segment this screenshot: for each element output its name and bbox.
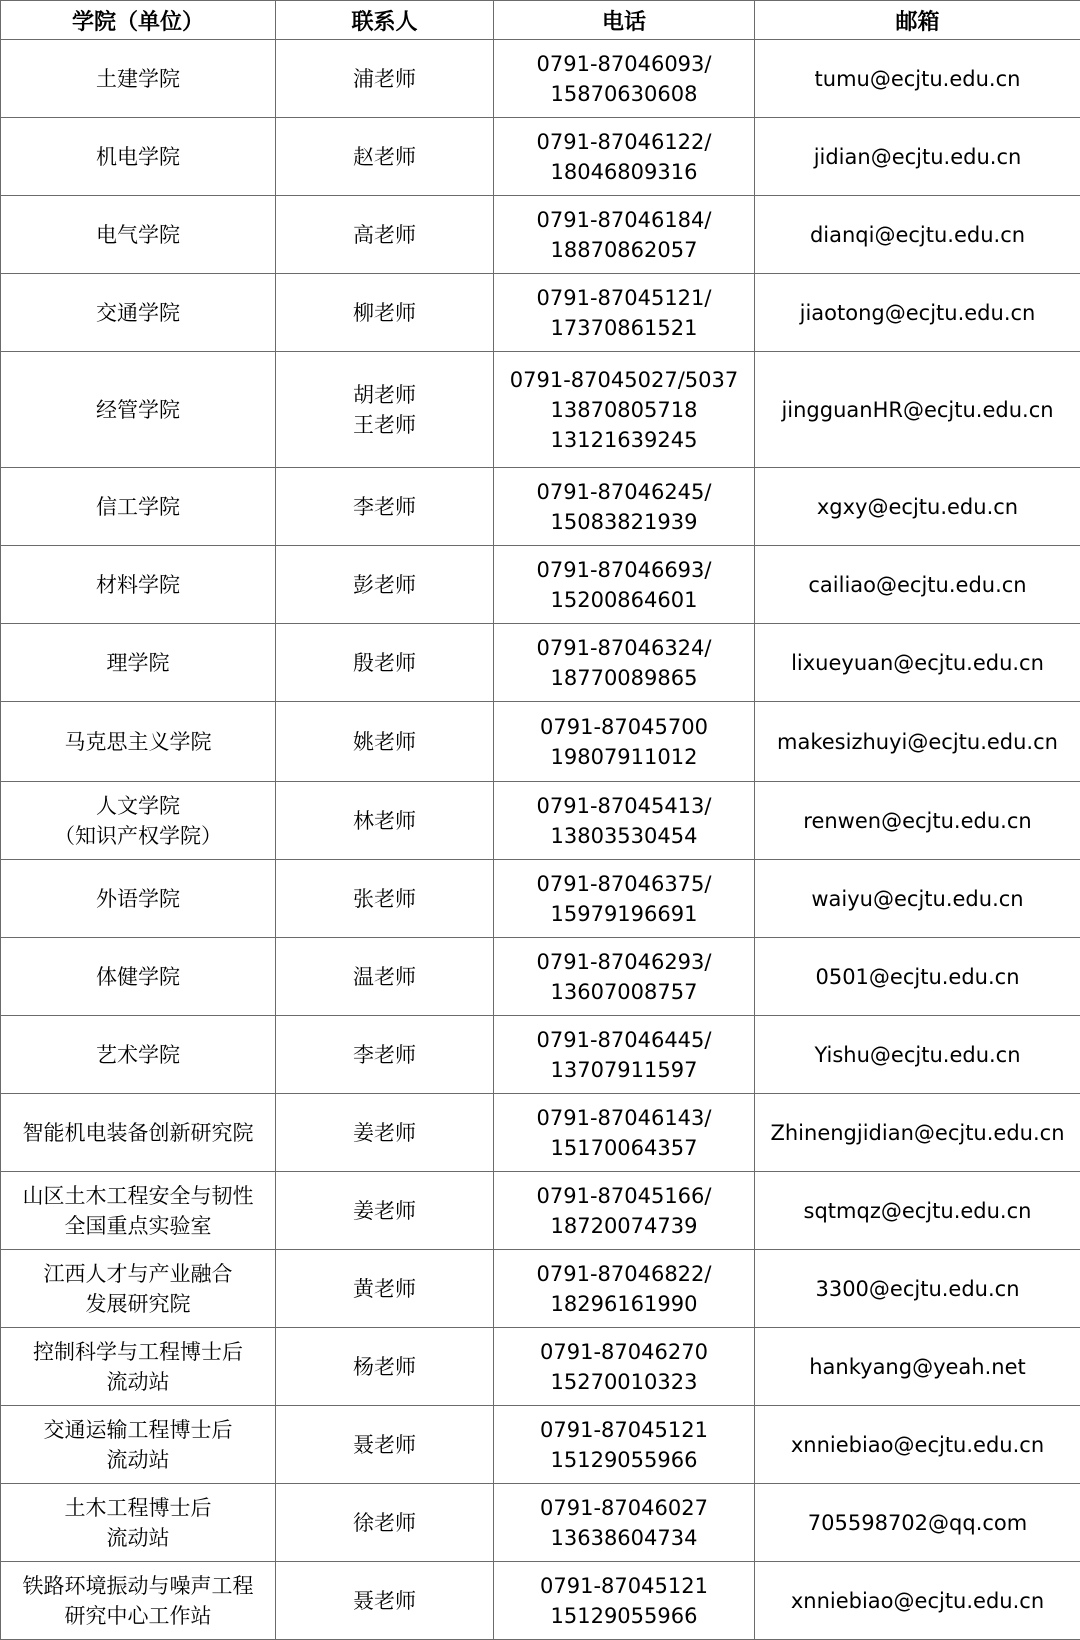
unit-cell-line: 江西人才与产业融合 — [5, 1259, 271, 1289]
header-unit: 学院（单位） — [1, 1, 276, 40]
phone-cell — [494, 624, 755, 702]
phone-cell — [494, 782, 755, 860]
unit-cell — [1, 1016, 276, 1094]
unit-cell-line: 人文学院 — [5, 791, 271, 821]
phone-cell — [494, 1562, 755, 1640]
unit-cell-line: 流动站 — [5, 1445, 271, 1475]
header-row — [1, 1, 1080, 40]
phone-cell-line: 15200864601 — [498, 585, 750, 615]
contact-cell — [276, 860, 494, 938]
email-cell — [755, 1328, 1080, 1406]
phone-cell — [494, 860, 755, 938]
email-cell — [755, 1094, 1080, 1172]
unit-cell-line: 流动站 — [5, 1367, 271, 1397]
table-row — [1, 782, 1080, 860]
unit-cell-line: 山区土木工程安全与韧性 — [5, 1181, 271, 1211]
unit-cell — [1, 1562, 276, 1640]
unit-cell-line: 土木工程博士后 — [5, 1493, 271, 1523]
contact-cell-line: 温老师 — [280, 962, 489, 992]
phone-cell-line: 18720074739 — [498, 1211, 750, 1241]
phone-cell — [494, 196, 755, 274]
email-address: sqtmqz@ecjtu.edu.cn — [759, 1196, 1076, 1226]
contact-cell-line: 杨老师 — [280, 1352, 489, 1382]
table-row — [1, 1250, 1080, 1328]
email-cell — [755, 196, 1080, 274]
contact-cell — [276, 624, 494, 702]
contact-cell-line: 姜老师 — [280, 1196, 489, 1226]
email-cell — [755, 274, 1080, 352]
email-cell — [755, 782, 1080, 860]
email-address: makesizhuyi@ecjtu.edu.cn — [759, 727, 1076, 757]
email-address: jiaotong@ecjtu.edu.cn — [759, 298, 1076, 328]
contact-cell — [276, 1328, 494, 1406]
contact-cell — [276, 1172, 494, 1250]
phone-cell-line: 13870805718 — [498, 395, 750, 425]
contact-cell-line: 姜老师 — [280, 1118, 489, 1148]
phone-cell-line: 0791-87045166/ — [498, 1181, 750, 1211]
email-address: cailiao@ecjtu.edu.cn — [759, 570, 1076, 600]
unit-cell — [1, 938, 276, 1016]
phone-cell-line: 0791-87046293/ — [498, 947, 750, 977]
unit-cell-line: 材料学院 — [5, 570, 271, 600]
contact-cell — [276, 352, 494, 468]
unit-cell-line: 交通运输工程博士后 — [5, 1415, 271, 1445]
unit-cell — [1, 702, 276, 782]
email-address: Zhinengjidian@ecjtu.edu.cn — [759, 1118, 1076, 1148]
phone-cell — [494, 1094, 755, 1172]
unit-cell — [1, 1406, 276, 1484]
phone-cell-line: 17370861521 — [498, 313, 750, 343]
table-row — [1, 40, 1080, 118]
phone-cell-line: 0791-87046093/ — [498, 49, 750, 79]
unit-cell-line: 体健学院 — [5, 962, 271, 992]
unit-cell-line: 土建学院 — [5, 64, 271, 94]
unit-cell-line: 发展研究院 — [5, 1289, 271, 1319]
contact-cell — [276, 782, 494, 860]
unit-cell-line: 马克思主义学院 — [5, 727, 271, 757]
email-address: dianqi@ecjtu.edu.cn — [759, 220, 1076, 250]
contact-cell-line: 浦老师 — [280, 64, 489, 94]
contact-cell-line: 林老师 — [280, 806, 489, 836]
contact-cell-line: 王老师 — [280, 410, 489, 440]
phone-cell-line: 0791-87045121/ — [498, 283, 750, 313]
unit-cell-line: 电气学院 — [5, 220, 271, 250]
contact-cell-line: 张老师 — [280, 884, 489, 914]
contact-cell-line: 胡老师 — [280, 380, 489, 410]
email-cell — [755, 938, 1080, 1016]
table-row — [1, 1094, 1080, 1172]
table-row — [1, 352, 1080, 468]
contact-cell — [276, 468, 494, 546]
contact-cell-line: 聂老师 — [280, 1430, 489, 1460]
contact-cell — [276, 196, 494, 274]
phone-cell — [494, 274, 755, 352]
phone-cell — [494, 1016, 755, 1094]
phone-cell-line: 15270010323 — [498, 1367, 750, 1397]
email-address: Yishu@ecjtu.edu.cn — [759, 1040, 1076, 1070]
email-cell — [755, 702, 1080, 782]
unit-cell-line: （知识产权学院） — [5, 821, 271, 851]
header-email: 邮箱 — [755, 1, 1080, 40]
header-phone: 电话 — [494, 1, 755, 40]
email-cell — [755, 1250, 1080, 1328]
table-row — [1, 1562, 1080, 1640]
phone-cell-line: 0791-87046270 — [498, 1337, 750, 1367]
phone-cell-line: 15083821939 — [498, 507, 750, 537]
phone-cell-line: 18296161990 — [498, 1289, 750, 1319]
contact-cell — [276, 1250, 494, 1328]
unit-cell — [1, 1172, 276, 1250]
unit-cell — [1, 1484, 276, 1562]
email-address: 3300@ecjtu.edu.cn — [759, 1274, 1076, 1304]
unit-cell-line: 研究中心工作站 — [5, 1601, 271, 1631]
unit-cell — [1, 1328, 276, 1406]
contact-cell-line: 李老师 — [280, 492, 489, 522]
email-cell — [755, 860, 1080, 938]
phone-cell-line: 0791-87046143/ — [498, 1103, 750, 1133]
unit-cell-line: 控制科学与工程博士后 — [5, 1337, 271, 1367]
table-row — [1, 938, 1080, 1016]
table-row — [1, 1484, 1080, 1562]
phone-cell-line: 0791-87046245/ — [498, 477, 750, 507]
table-row — [1, 118, 1080, 196]
phone-cell — [494, 1172, 755, 1250]
unit-cell-line: 流动站 — [5, 1523, 271, 1553]
contact-cell-line: 殷老师 — [280, 648, 489, 678]
phone-cell — [494, 1484, 755, 1562]
phone-cell-line: 0791-87046693/ — [498, 555, 750, 585]
phone-cell-line: 0791-87046445/ — [498, 1025, 750, 1055]
table-header — [1, 1, 1080, 40]
contact-cell — [276, 1562, 494, 1640]
email-cell — [755, 1172, 1080, 1250]
email-cell — [755, 1016, 1080, 1094]
contact-cell-line: 柳老师 — [280, 298, 489, 328]
unit-cell — [1, 1250, 276, 1328]
phone-cell-line: 0791-87046027 — [498, 1493, 750, 1523]
unit-cell — [1, 782, 276, 860]
phone-cell-line: 0791-87046184/ — [498, 205, 750, 235]
email-address: xgxy@ecjtu.edu.cn — [759, 492, 1076, 522]
contact-cell — [276, 274, 494, 352]
contact-cell-line: 彭老师 — [280, 570, 489, 600]
phone-cell-line: 15170064357 — [498, 1133, 750, 1163]
unit-cell-line: 铁路环境振动与噪声工程 — [5, 1571, 271, 1601]
email-address: xnniebiao@ecjtu.edu.cn — [759, 1430, 1076, 1460]
unit-cell — [1, 196, 276, 274]
unit-cell-line: 机电学院 — [5, 142, 271, 172]
phone-cell-line: 0791-87045027/5037 — [498, 365, 750, 395]
unit-cell-line: 信工学院 — [5, 492, 271, 522]
phone-cell — [494, 702, 755, 782]
unit-cell — [1, 274, 276, 352]
table-body — [1, 40, 1080, 1640]
contact-cell — [276, 1094, 494, 1172]
phone-cell-line: 0791-87046122/ — [498, 127, 750, 157]
table-row — [1, 1328, 1080, 1406]
unit-cell-line: 外语学院 — [5, 884, 271, 914]
contact-cell-line: 高老师 — [280, 220, 489, 250]
phone-cell — [494, 118, 755, 196]
table-row — [1, 624, 1080, 702]
table-row — [1, 1016, 1080, 1094]
table-row — [1, 546, 1080, 624]
phone-cell-line: 13607008757 — [498, 977, 750, 1007]
unit-cell-line: 艺术学院 — [5, 1040, 271, 1070]
phone-cell-line: 0791-87045121 — [498, 1415, 750, 1445]
contact-cell-line: 赵老师 — [280, 142, 489, 172]
phone-cell — [494, 468, 755, 546]
unit-cell-line: 经管学院 — [5, 395, 271, 425]
email-address: renwen@ecjtu.edu.cn — [759, 806, 1076, 836]
phone-cell-line: 18770089865 — [498, 663, 750, 693]
header-contact: 联系人 — [276, 1, 494, 40]
unit-cell — [1, 546, 276, 624]
unit-cell — [1, 118, 276, 196]
email-cell — [755, 40, 1080, 118]
email-cell — [755, 352, 1080, 468]
contact-cell — [276, 1406, 494, 1484]
email-cell — [755, 118, 1080, 196]
phone-cell-line: 15129055966 — [498, 1445, 750, 1475]
email-cell — [755, 1562, 1080, 1640]
phone-cell-line: 15979196691 — [498, 899, 750, 929]
phone-cell-line: 15129055966 — [498, 1601, 750, 1631]
unit-cell — [1, 1094, 276, 1172]
table-row — [1, 702, 1080, 782]
email-address: lixueyuan@ecjtu.edu.cn — [759, 648, 1076, 678]
phone-cell-line: 0791-87046375/ — [498, 869, 750, 899]
phone-cell — [494, 1328, 755, 1406]
contact-cell-line: 徐老师 — [280, 1508, 489, 1538]
phone-cell-line: 15870630608 — [498, 79, 750, 109]
contact-cell — [276, 546, 494, 624]
phone-cell-line: 0791-87045413/ — [498, 791, 750, 821]
email-cell — [755, 1484, 1080, 1562]
phone-cell — [494, 546, 755, 624]
unit-cell — [1, 860, 276, 938]
email-cell — [755, 546, 1080, 624]
table-row — [1, 196, 1080, 274]
phone-cell-line: 18046809316 — [498, 157, 750, 187]
phone-cell — [494, 1406, 755, 1484]
phone-cell — [494, 40, 755, 118]
unit-cell — [1, 624, 276, 702]
phone-cell-line: 13803530454 — [498, 821, 750, 851]
contact-cell-line: 聂老师 — [280, 1586, 489, 1616]
phone-cell-line: 0791-87046324/ — [498, 633, 750, 663]
phone-cell-line: 13638604734 — [498, 1523, 750, 1553]
contact-cell — [276, 118, 494, 196]
email-address: jingguanHR@ecjtu.edu.cn — [759, 395, 1076, 425]
phone-cell-line: 0791-87046822/ — [498, 1259, 750, 1289]
email-address: hankyang@yeah.net — [759, 1352, 1076, 1382]
contact-cell-line: 李老师 — [280, 1040, 489, 1070]
email-address: jidian@ecjtu.edu.cn — [759, 142, 1076, 172]
table-row — [1, 1406, 1080, 1484]
table-row — [1, 860, 1080, 938]
phone-cell-line: 18870862057 — [498, 235, 750, 265]
contact-cell — [276, 40, 494, 118]
phone-cell — [494, 938, 755, 1016]
contact-cell — [276, 938, 494, 1016]
email-address: 0501@ecjtu.edu.cn — [759, 962, 1076, 992]
phone-cell — [494, 1250, 755, 1328]
phone-cell-line: 0791-87045121 — [498, 1571, 750, 1601]
table-row — [1, 468, 1080, 546]
email-cell — [755, 1406, 1080, 1484]
unit-cell-line: 全国重点实验室 — [5, 1211, 271, 1241]
contact-cell-line: 黄老师 — [280, 1274, 489, 1304]
contact-cell — [276, 1016, 494, 1094]
unit-cell-line: 交通学院 — [5, 298, 271, 328]
phone-cell-line: 19807911012 — [498, 742, 750, 772]
table-row — [1, 1172, 1080, 1250]
table-row — [1, 274, 1080, 352]
email-cell — [755, 624, 1080, 702]
contact-cell — [276, 702, 494, 782]
unit-cell — [1, 468, 276, 546]
contact-cell — [276, 1484, 494, 1562]
email-address: tumu@ecjtu.edu.cn — [759, 64, 1076, 94]
phone-cell-line: 0791-87045700 — [498, 712, 750, 742]
email-address: 705598702@qq.com — [759, 1508, 1076, 1538]
phone-cell — [494, 352, 755, 468]
unit-cell-line: 智能机电装备创新研究院 — [5, 1118, 271, 1148]
contact-cell-line: 姚老师 — [280, 727, 489, 757]
email-cell — [755, 468, 1080, 546]
phone-cell-line: 13121639245 — [498, 425, 750, 455]
email-address: waiyu@ecjtu.edu.cn — [759, 884, 1076, 914]
unit-cell — [1, 40, 276, 118]
email-address: xnniebiao@ecjtu.edu.cn — [759, 1586, 1076, 1616]
phone-cell-line: 13707911597 — [498, 1055, 750, 1085]
unit-cell — [1, 352, 276, 468]
unit-cell-line: 理学院 — [5, 648, 271, 678]
